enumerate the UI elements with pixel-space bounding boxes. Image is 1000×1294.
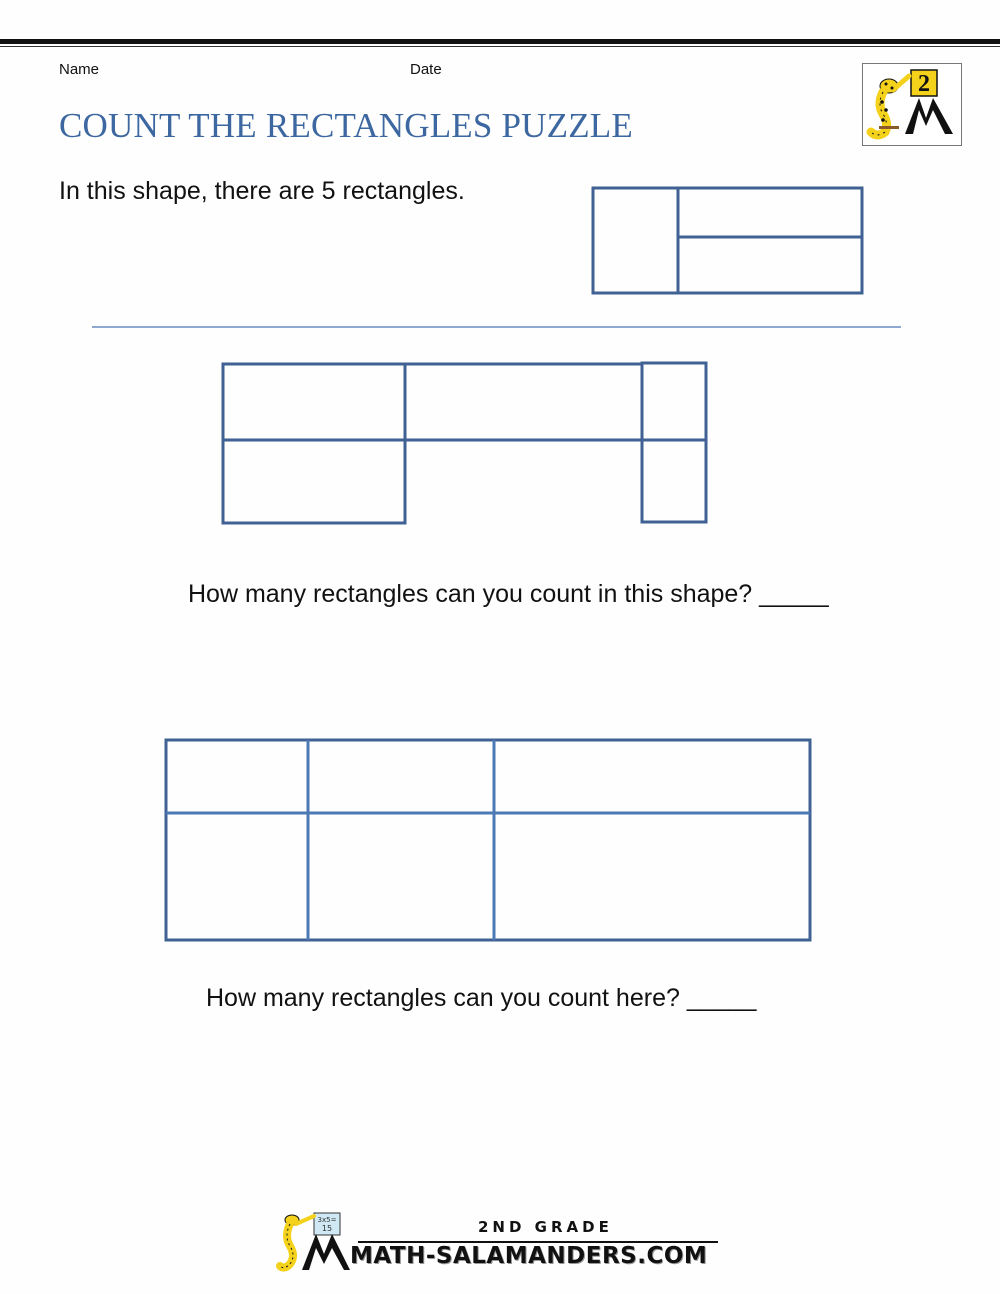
salamander-logo-icon: [863, 64, 961, 145]
page-title: COUNT THE RECTANGLES PUZZLE: [59, 106, 633, 145]
board-answer: 15: [321, 1224, 333, 1233]
top-border-thin: [0, 46, 1000, 47]
top-border-thick: [0, 39, 1000, 44]
section-divider: [92, 326, 901, 328]
grade-number: 2: [918, 71, 930, 97]
question-1-text: How many rectangles can you count in this shape? _____: [188, 580, 829, 608]
grade-logo: [862, 63, 962, 146]
date-label: Date: [410, 61, 442, 78]
name-label: Name: [59, 61, 100, 78]
question-2-text: How many rectangles can you count here? _____: [206, 984, 757, 1012]
footer-grade-label: 2ND GRADE: [478, 1218, 613, 1236]
board-equation: 3x5=: [317, 1216, 337, 1224]
example-text: In this shape, there are 5 rectangles.: [59, 177, 465, 205]
footer-site-link[interactable]: MATH-SALAMANDERS.COM: [350, 1243, 708, 1269]
